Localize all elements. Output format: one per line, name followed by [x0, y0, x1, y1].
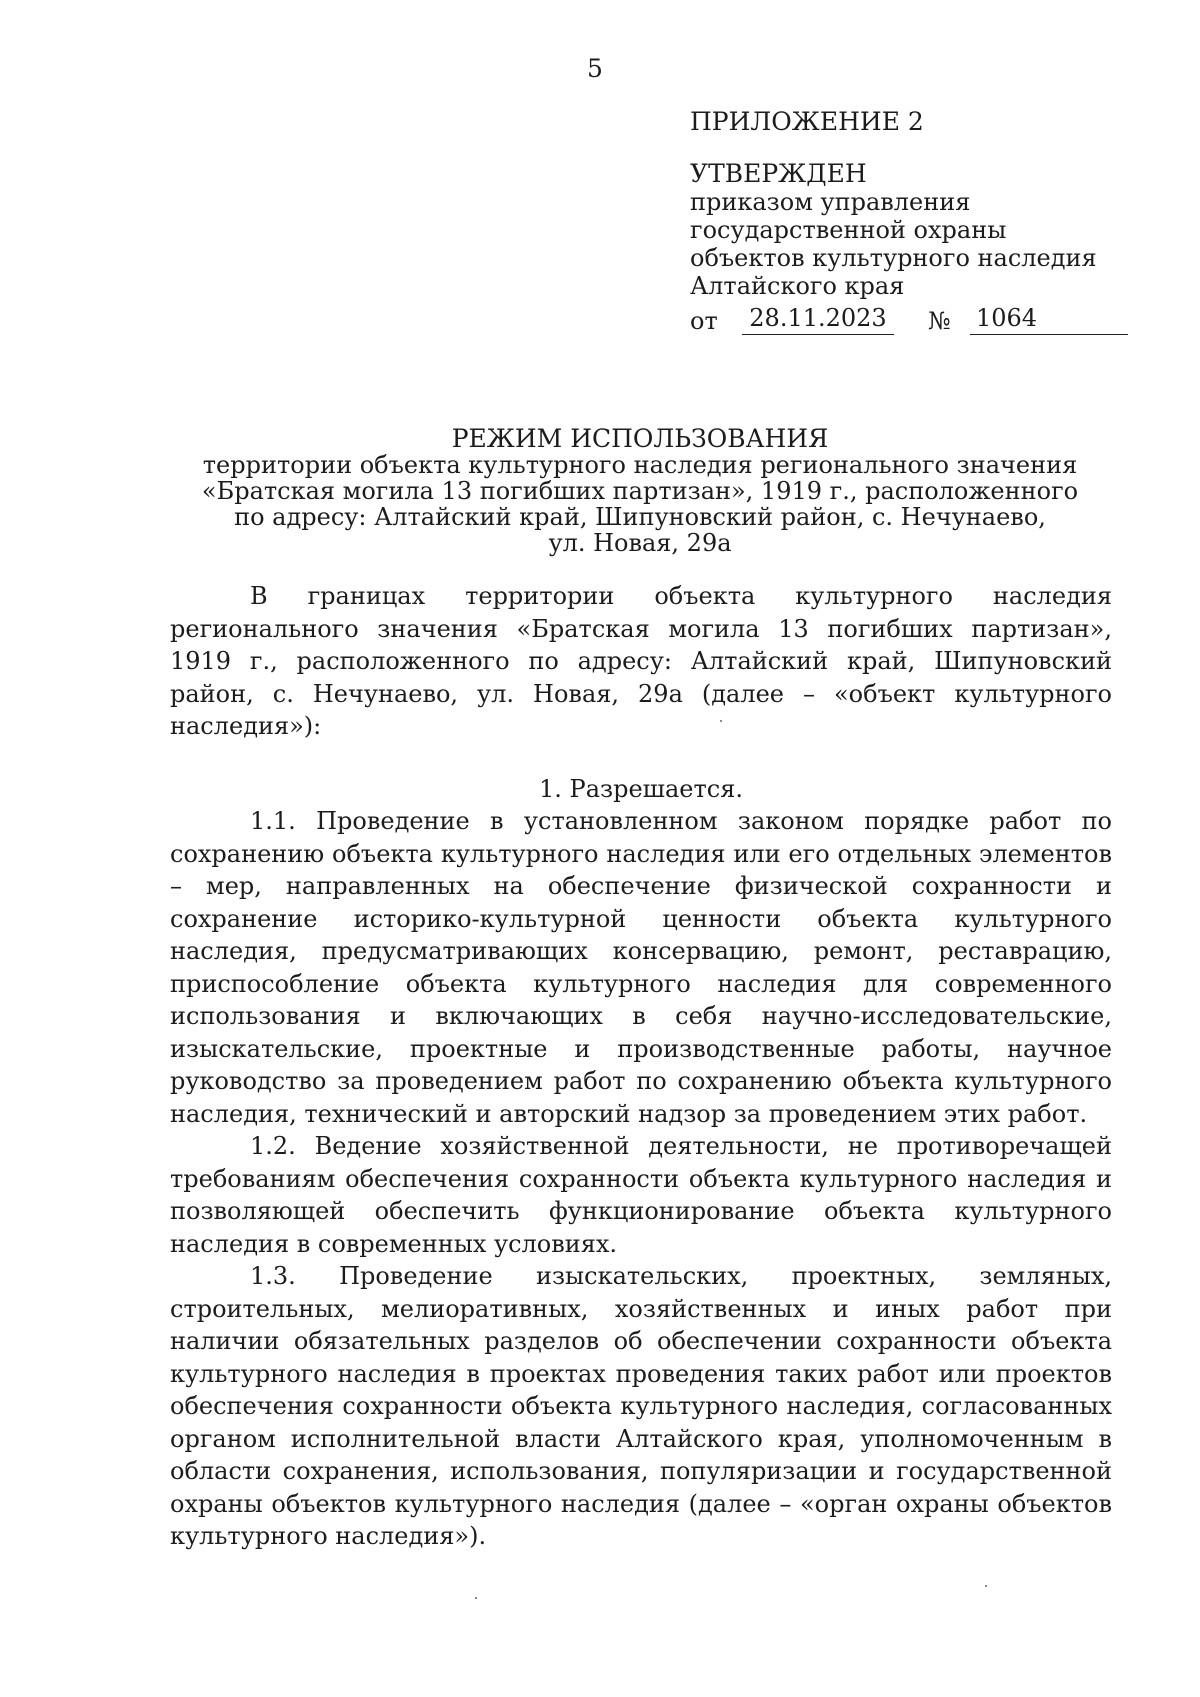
title-line: «Братская могила 13 погибших партизан», 1919 г., расположенного: [201, 477, 1079, 505]
document-title-block: [170, 426, 1110, 556]
approval-line: государственной охраны: [690, 216, 1007, 244]
order-number: 1064: [970, 304, 1128, 335]
approved-heading: УТВЕРЖДЕН: [690, 159, 867, 188]
title-line: по адресу: Алтайский край, Шипуновский район, с. Нечунаево,: [234, 503, 1046, 531]
scan-speck: [475, 1597, 477, 1599]
document-title: РЕЖИМ ИСПОЛЬЗОВАНИЯ: [451, 424, 829, 453]
paragraph-1-3: 1.3. Проведение изыскательских, проектных, земляных, строительных, мелиоративных, хозяйственных и иных работ при наличии обязательных разделов об обеспечении сохранности объекта культурного наследия в проектах проведения таких работ или проектов обеспечения сохранности объекта культурного наследия, согласованных органом исполнительной власти Алтайского края, уполномоченным в области сохранения, использования, популяризации и государственной охраны объектов культурного наследия (далее – «орган охраны объектов культурного наследия»).: [170, 1262, 1112, 1550]
approval-line: приказом управления: [690, 188, 971, 216]
paragraph-1-2: 1.2. Ведение хозяйственной деятельности, не противоречащей требованиям обеспечения сохранности объекта культурного наследия и позволяющей обеспечить функционирование объекта культурного наследия в современных условиях.: [170, 1132, 1112, 1258]
approval-line: Алтайского края: [690, 272, 905, 300]
intro-paragraph: В границах территории объекта культурного наследия регионального значения «Братская могила 13 погибших партизан», 1919 г., расположенного по адресу: Алтайский край, Шипуновский район, с. Нечунаево, ул. Новая, 29а (далее – «объект культурного наследия»):: [170, 582, 1112, 740]
order-date: 28.11.2023: [742, 304, 894, 335]
order-date-number-row: [690, 304, 1130, 335]
title-line: ул. Новая, 29а: [548, 529, 732, 557]
approval-stamp-block: [690, 108, 1130, 335]
page-number: 5: [587, 54, 603, 83]
section-heading: 1. Разрешается.: [539, 774, 743, 803]
approval-line: объектов культурного наследия: [690, 244, 1097, 272]
paragraph-1-1: 1.1. Проведение в установленном законом порядке работ по сохранению объекта культурного наследия или его отдельных элементов – мер, направленных на обеспечение физической сохранности и сохранение историко-культурной ценности объекта культурного наследия, предусматривающих консервацию, ремонт, реставрацию, приспособление объекта культурного наследия для современного использования и включающих в себя научно-исследовательские, изыскательские, проектные и производственные работы, научное руководство за проведением работ по сохранению объекта культурного наследия, технический и авторский надзор за проведением этих работ.: [170, 807, 1112, 1128]
scan-speck: [985, 1585, 987, 1587]
scan-speck: [720, 720, 722, 722]
document-body: [170, 580, 1112, 1553]
title-line: территории объекта культурного наследия регионального значения: [202, 451, 1078, 479]
from-label: от: [690, 307, 718, 335]
number-label: №: [928, 307, 951, 335]
annex-heading: ПРИЛОЖЕНИЕ 2: [690, 107, 924, 136]
